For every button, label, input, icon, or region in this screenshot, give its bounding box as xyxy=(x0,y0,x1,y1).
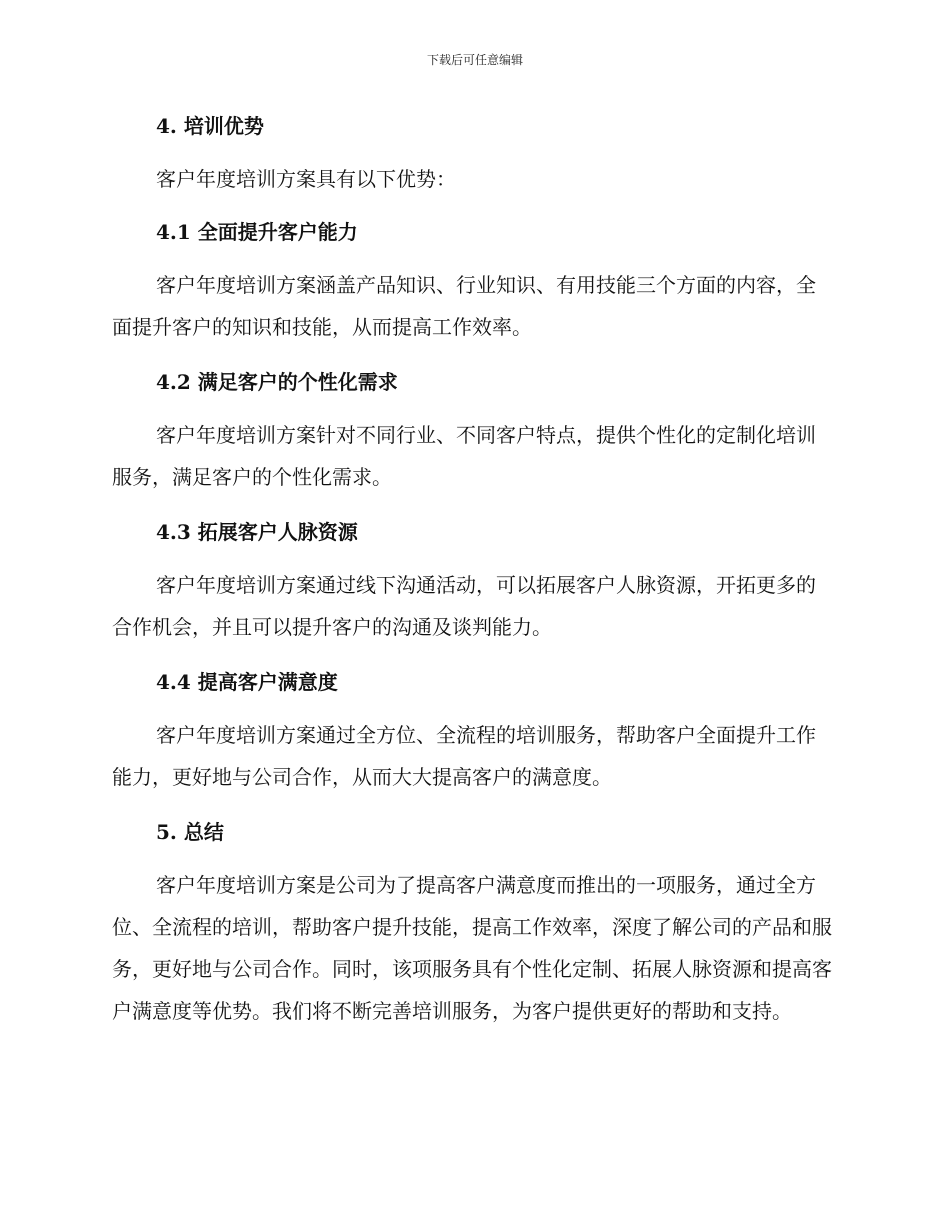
spacer xyxy=(112,252,832,264)
spacer xyxy=(112,552,832,564)
document-body xyxy=(112,106,832,1032)
section-paragraph-summary: 客户年度培训方案是公司为了提高客户满意度而推出的一项服务，通过全方位、全流程的培训，帮助客户提升技能，提高工作效率，深度了解公司的产品和服务，更好地与公司合作。同时，该项服务具有个性化定制、拓展人脉资源和提高客户满意度等优势。我们将不断完善培训服务，为客户提供更好的帮助和支持。 xyxy=(112,873,832,1023)
spacer xyxy=(112,146,832,158)
section-heading-training-advantages: 4. 培训优势 xyxy=(156,114,264,138)
page-header: 下载后可任意编辑 xyxy=(426,53,523,67)
section-heading-4-2: 4.2 满足客户的个性化需求 xyxy=(156,370,398,394)
spacer xyxy=(112,648,832,662)
section-paragraph-4-4: 客户年度培训方案通过全方位、全流程的培训服务，帮助客户全面提升工作能力，更好地与公司合作，从而大大提高客户的满意度。 xyxy=(112,723,816,789)
spacer xyxy=(112,798,832,812)
spacer xyxy=(112,200,832,212)
spacer xyxy=(112,498,832,512)
section-heading-4-1: 4.1 全面提升客户能力 xyxy=(156,220,358,244)
spacer xyxy=(112,852,832,864)
section-heading-4-3: 4.3 拓展客户人脉资源 xyxy=(156,520,358,544)
section-paragraph-4-3: 客户年度培训方案通过线下沟通活动，可以拓展客户人脉资源，开拓更多的合作机会，并且可以提升客户的沟通及谈判能力。 xyxy=(112,573,816,639)
spacer xyxy=(112,702,832,714)
spacer xyxy=(112,348,832,362)
section-paragraph-4-1: 客户年度培训方案涵盖产品知识、行业知识、有用技能三个方面的内容，全面提升客户的知识和技能，从而提高工作效率。 xyxy=(112,273,816,339)
spacer xyxy=(112,402,832,414)
section-paragraph-4-2: 客户年度培训方案针对不同行业、不同客户特点，提供个性化的定制化培训服务，满足客户的个性化需求。 xyxy=(112,423,816,489)
section-paragraph-intro: 客户年度培训方案具有以下优势： xyxy=(156,167,456,191)
section-heading-4-4: 4.4 提高客户满意度 xyxy=(156,670,338,694)
section-heading-summary: 5. 总结 xyxy=(156,820,224,844)
